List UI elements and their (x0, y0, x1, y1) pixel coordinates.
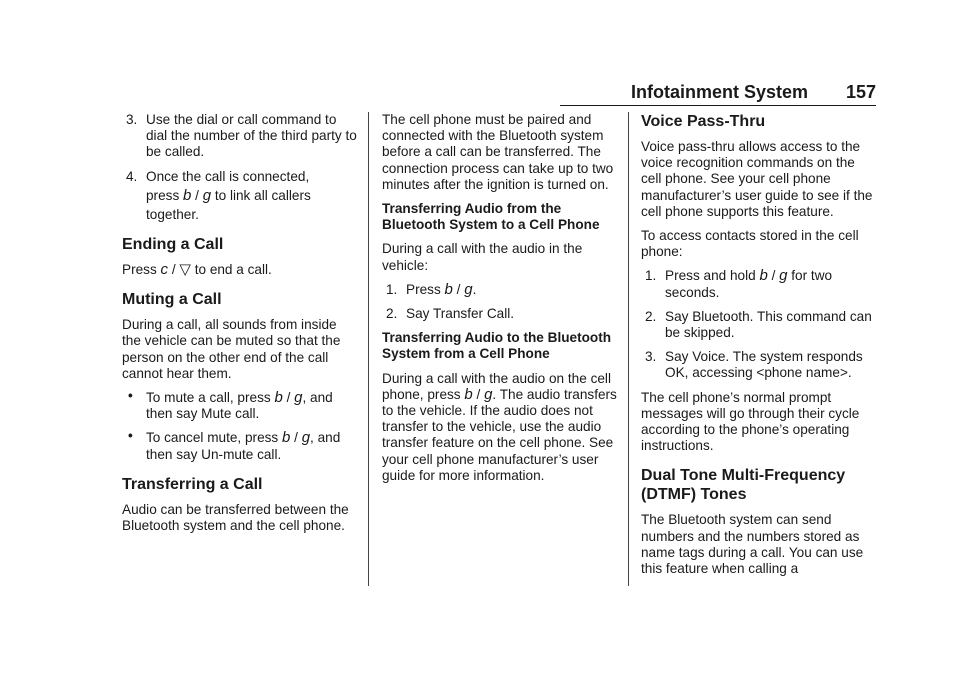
text: to end a call. (194, 262, 272, 278)
voice-icon: g (464, 280, 473, 298)
text: To cancel mute, press (146, 430, 279, 446)
voice-icon: g (484, 385, 493, 403)
text: . The audio transfers to the vehicle. If the audio does not transfer to the vehicle, use the audio transfer feature on the cell phone. See your cell phone manufacturer’s user guide for more information. (382, 386, 617, 483)
text: During a call with the audio on the cell phone, press (382, 370, 611, 402)
page-header (560, 80, 876, 106)
list-number: 1. (386, 281, 398, 297)
list-item (382, 306, 618, 322)
list-text: . (472, 281, 477, 297)
list-number: 1. (645, 268, 657, 284)
paragraph: The cell phone’s normal prompt messages will go through their cycle according to the phone’s operating instructions. (641, 389, 860, 454)
column-1 (122, 112, 358, 542)
text: , and then say Mute call. (146, 390, 333, 422)
list-text: Press and hold (665, 268, 756, 284)
push-to-talk-icon: b (274, 389, 283, 407)
text: To mute a call, press (146, 390, 271, 406)
page-number: 157 (845, 82, 876, 102)
list-text: Say Bluetooth. This command can be skipped. (665, 308, 872, 341)
paragraph (382, 371, 618, 484)
text: , and then say Un-mute call. (146, 430, 341, 462)
list-item (122, 112, 358, 161)
list-number: 4. (126, 168, 138, 184)
subheading-phone-to-bluetooth: Transferring Audio to the Bluetooth System from a Cell Phone (382, 330, 612, 362)
list-text: Say Voice. The system responds OK, accessing <phone name>. (665, 349, 863, 381)
paragraph: During a call, all sounds from inside the vehicle can be muted so that the person on the other end of the call cannot hear them. (122, 317, 341, 381)
paragraph (122, 262, 358, 278)
list-text: for two seconds. (665, 268, 833, 300)
list-item (382, 282, 618, 298)
column-3 (641, 112, 877, 585)
bullet-mark: • (128, 428, 133, 444)
column-divider-1 (368, 112, 369, 586)
paragraph: During a call with the audio in the vehicle: (382, 241, 583, 273)
heading-voice-pass-thru: Voice Pass-Thru (641, 113, 766, 130)
list-number: 3. (645, 349, 657, 365)
bullet-item (122, 390, 358, 422)
push-to-talk-icon: b (759, 267, 768, 285)
push-to-talk-icon: b (464, 385, 473, 403)
slash-separator: / (476, 386, 481, 402)
slash-separator: / (771, 268, 776, 284)
slash-separator: / (456, 281, 461, 297)
list-text: press (146, 187, 180, 203)
heading-dtmf-tones: Dual Tone Multi-Frequency (DTMF) Tones (641, 467, 846, 504)
paragraph: The Bluetooth system can send numbers and the numbers stored as name tags during a call. You can use this feature when calling a (641, 512, 864, 577)
paragraph: To access contacts stored in the cell phone: (641, 228, 859, 260)
push-to-talk-icon: b (183, 186, 192, 204)
slash-separator: / (195, 187, 199, 203)
list-text: Once the call is connected, (146, 168, 310, 184)
list-text: Say Transfer Call. (406, 306, 515, 322)
list-item (641, 309, 877, 341)
heading-ending-a-call: Ending a Call (122, 236, 224, 254)
text: Press (122, 262, 157, 278)
slash-separator: / (286, 390, 291, 406)
paragraph: Audio can be transferred between the Bluetooth system and the cell phone. (122, 501, 349, 534)
voice-icon: g (301, 429, 311, 447)
list-number: 2. (386, 306, 398, 322)
column-divider-2 (628, 112, 629, 586)
heading-muting-a-call: Muting a Call (122, 291, 222, 309)
push-to-talk-icon: b (282, 429, 291, 447)
heading-transferring-a-call: Transferring a Call (122, 475, 263, 493)
paragraph: Voice pass-thru allows access to the voice recognition commands on the cell phone. See your cell phone manufacturer’s user guide to see if the cell phone supports this feature. (641, 139, 873, 219)
voice-icon: g (294, 389, 303, 407)
voice-icon: g (779, 267, 788, 285)
list-text: Use the dial or call command to dial the number of the third party to be called. (146, 112, 357, 160)
voice-icon: g (202, 186, 212, 204)
end-call-icon: c (160, 261, 169, 279)
column-2 (382, 112, 618, 492)
list-text: to link all callers together. (146, 187, 311, 222)
header-rule (560, 105, 876, 106)
end-call-alt-icon: ▽ (179, 261, 191, 279)
list-item (641, 268, 877, 300)
subheading-bluetooth-to-phone: Transferring Audio from the Bluetooth System to a Cell Phone (382, 201, 600, 233)
bullet-item (122, 430, 358, 462)
slash-separator: / (171, 262, 176, 278)
bullet-mark: • (128, 388, 133, 404)
list-text: Press (406, 281, 441, 297)
paragraph: The cell phone must be paired and connected with the Bluetooth system before a call can be transferred. The connection process can take up to two minutes after the ignition is turned on. (382, 112, 614, 192)
slash-separator: / (294, 430, 298, 446)
list-number: 2. (645, 308, 657, 324)
push-to-talk-icon: b (444, 280, 453, 298)
list-item (122, 169, 358, 223)
list-number: 3. (126, 112, 138, 127)
section-title: Infotainment System (630, 82, 808, 102)
list-item (641, 349, 877, 381)
